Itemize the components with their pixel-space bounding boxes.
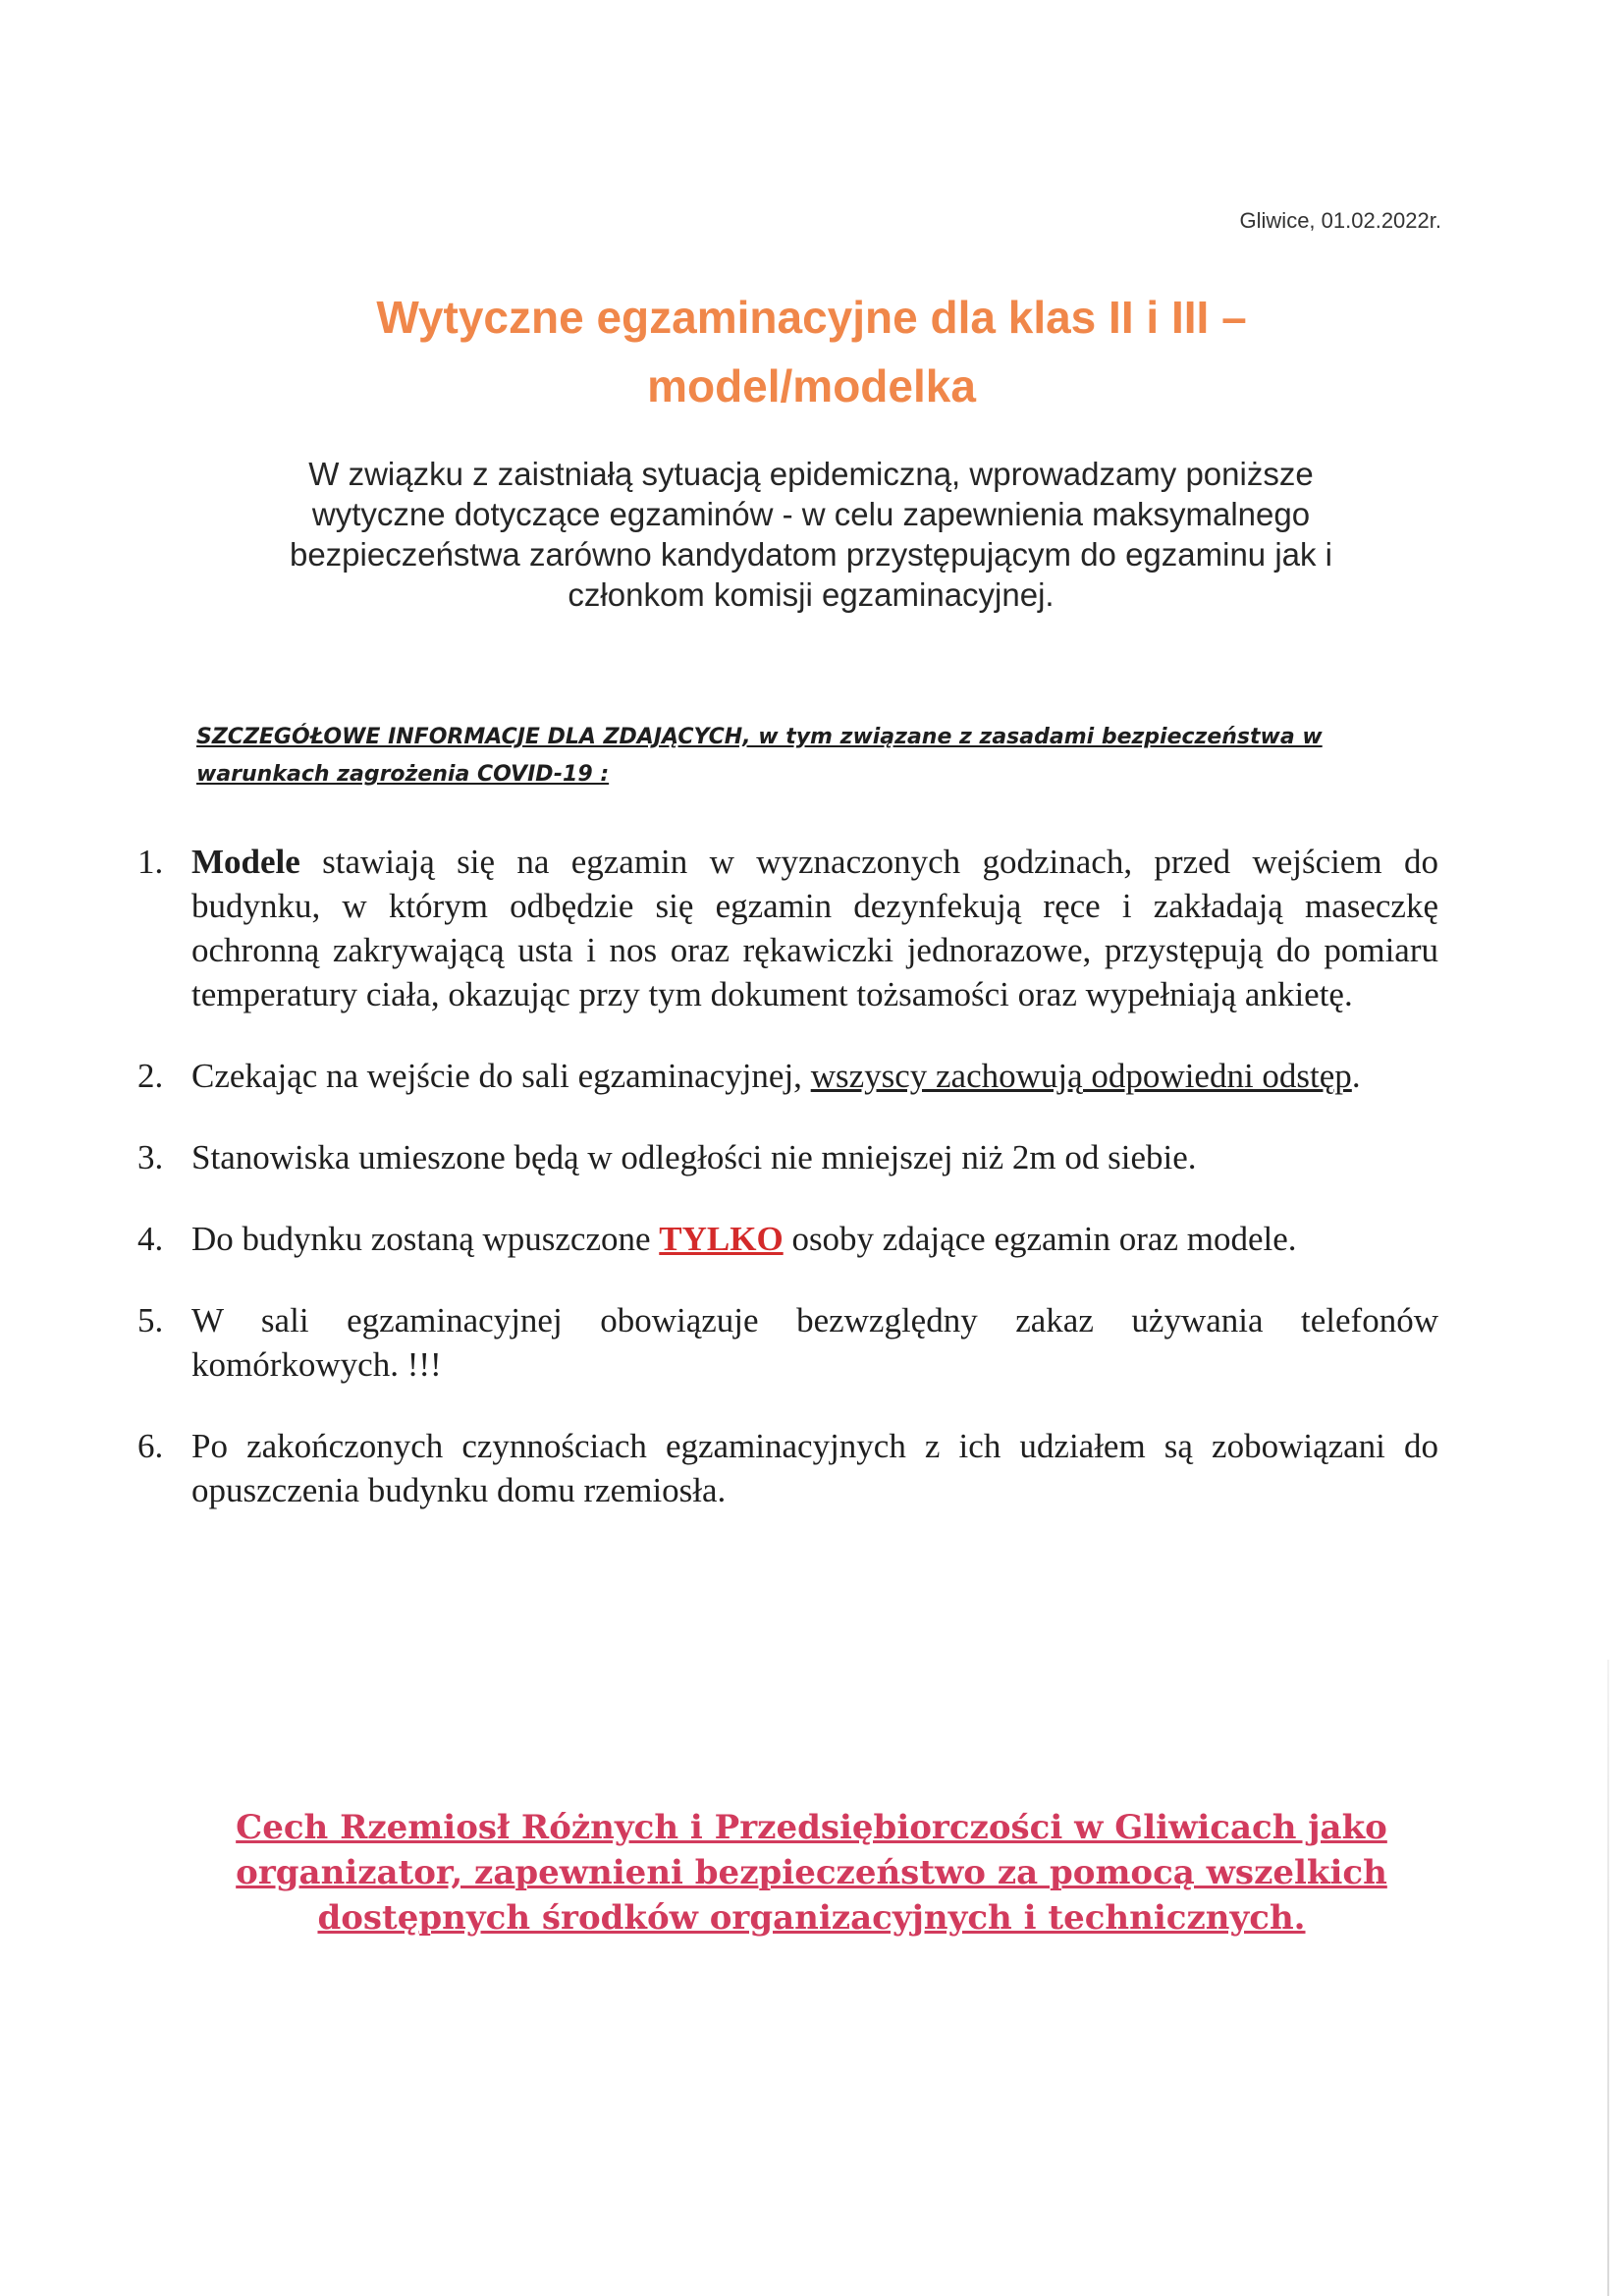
title-line: Wytyczne egzaminacyjne dla klas II i III – <box>376 292 1247 343</box>
footer-statement <box>196 1805 1427 1941</box>
list-item <box>137 1054 1438 1098</box>
list-item <box>137 1217 1438 1261</box>
footer-line: organizator, zapewnieni bezpieczeństwo za pomocą wszelkich <box>236 1853 1387 1892</box>
footer-line: Cech Rzemiosł Różnych i Przedsiębiorczości w Gliwicach jako <box>236 1808 1387 1847</box>
item-text: Stanowiska umieszone będą w odległości nie mniejszej niż 2m od siebie. <box>191 1138 1197 1176</box>
list-item <box>137 840 1438 1016</box>
scan-edge-line <box>1607 1660 1609 2296</box>
section-heading <box>196 719 1375 793</box>
document-title <box>196 283 1427 420</box>
intro-paragraph <box>222 454 1400 615</box>
item-text: stawiają się na egzamin w wyznaczonych godzinach, przed wejściem do budynku, w którym odbędzie się egzamin dezynfekują ręce i zakładają maseczkę ochronną zakrywającą usta i nos oraz rękawiczki jednorazowe, przystępują do pomiaru temperatury ciała, okazując przy tym dokument tożsamości oraz wypełniają ankietę. <box>191 843 1438 1013</box>
list-item <box>137 1424 1438 1512</box>
guidelines-list <box>137 840 1438 1550</box>
intro-line: wytyczne dotyczące egzaminów - w celu zapewnienia maksymalnego <box>311 496 1311 532</box>
item-text: Czekając na wejście do sali egzaminacyjnej, <box>191 1057 811 1095</box>
item-number: 5. <box>137 1301 164 1339</box>
item-text: Do budynku zostaną wpuszczone <box>191 1220 660 1258</box>
list-item <box>137 1135 1438 1179</box>
item-number: 4. <box>137 1220 164 1258</box>
intro-line: W związku z zaistniałą sytuacją epidemiczną, wprowadzamy poniższe <box>308 456 1314 492</box>
item-text: W sali egzaminacyjnej obowiązuje bezwzględny zakaz używania telefonów komórkowych. !!! <box>191 1301 1438 1384</box>
list-item <box>137 1298 1438 1387</box>
item-number: 6. <box>137 1427 164 1465</box>
intro-line: bezpieczeństwa zarówno kandydatom przystępującym do egzaminu jak i <box>289 536 1333 573</box>
item-underlined-text: wszyscy zachowują odpowiedni odstęp <box>810 1057 1352 1095</box>
item-text-after: osoby zdające egzamin oraz modele. <box>783 1220 1297 1258</box>
title-line: model/modelka <box>647 360 976 411</box>
item-number: 3. <box>137 1138 164 1176</box>
item-text: Po zakończonych czynnościach egzaminacyjnych z ich udziałem są zobowiązani do opuszczenia budynku domu rzemiosła. <box>191 1427 1438 1509</box>
intro-line: członkom komisji egzaminacyjnej. <box>568 576 1055 613</box>
item-highlight: TYLKO <box>659 1220 784 1258</box>
item-text-after: . <box>1351 1057 1361 1095</box>
footer-line: dostępnych środków organizacyjnych i technicznych. <box>317 1898 1306 1938</box>
item-number: 2. <box>137 1057 164 1095</box>
item-bold-lead: Modele <box>191 843 300 881</box>
document-date: Gliwice, 01.02.2022r. <box>1239 208 1441 233</box>
section-heading-line: warunkach zagrożenia COVID-19 : <box>196 762 610 787</box>
section-heading-line: SZCZEGÓŁOWE INFORMACJE DLA ZDAJĄCYCH, w tym związane z zasadami bezpieczeństwa w <box>196 725 1323 749</box>
item-number: 1. <box>137 843 164 881</box>
